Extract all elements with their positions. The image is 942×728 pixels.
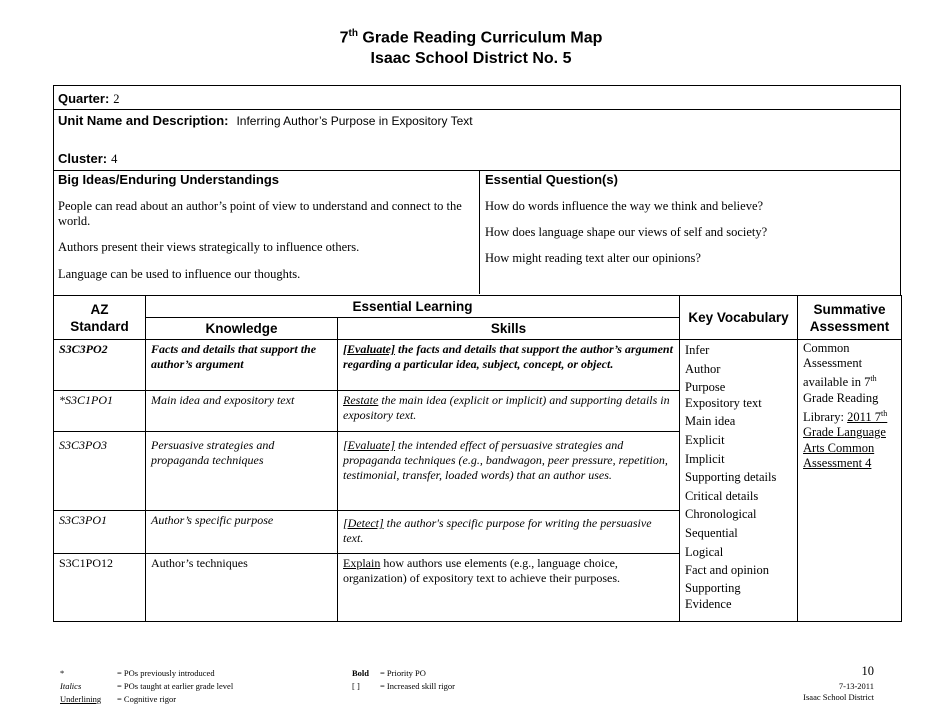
footer-date: 7-13-2011 — [838, 681, 874, 691]
skills-cell: Explain how authors use elements (e.g., language choice, organization) of expository text to achieve their purposes. — [338, 554, 680, 622]
knowledge-cell: Author’s techniques — [146, 554, 338, 622]
essential-learning-header: Essential Learning — [146, 296, 680, 318]
vocabulary-cell: Infer Author Purpose Expository text Main idea Explicit Implicit Supporting details Critical details Chronological Sequential Logical Fact and opinion Supporting Evidence — [680, 340, 798, 622]
essential-questions-section: Essential Question(s) How do words influence the way we think and believe? How does language shape our views of self and society? How might reading text alter our opinions? — [485, 172, 895, 266]
page-number: 10 — [861, 664, 874, 678]
unit-info-box — [53, 85, 901, 171]
district-name: Isaac School District No. 5 — [370, 50, 572, 67]
page-title: 7th Grade Reading Curriculum Map — [339, 28, 603, 47]
skills-cell: [Evaluate] the facts and details that support the author’s argument regarding a particular idea, subject, concept, or object. — [338, 340, 680, 391]
standard-code: S3C3PO3 — [54, 432, 146, 511]
table-row — [54, 340, 902, 391]
az-standard-header: AZ Standard — [54, 296, 146, 340]
standard-code: S3C3PO1 — [54, 511, 146, 554]
big-ideas-box — [53, 170, 901, 296]
standard-code: S3C1PO12 — [54, 554, 146, 622]
summative-assessment-header: Summative Assessment — [798, 296, 902, 340]
skills-cell: Restate the main idea (explicit or implicit) and supporting details in expository text. — [338, 391, 680, 432]
knowledge-cell: Author’s specific purpose — [146, 511, 338, 554]
library-link-cont[interactable]: Grade Language — [803, 425, 886, 440]
question-3: How might reading text alter our opinions? — [485, 251, 701, 265]
legend-italics: Italics — [60, 681, 82, 691]
big-idea-1: People can read about an author’s point of view to understand and connect to the world. — [58, 199, 462, 228]
unit-field: Unit Name and Description: Inferring Author’s Purpose in Expository Text — [58, 113, 473, 128]
standard-code: S3C3PO2 — [54, 340, 146, 391]
curriculum-table — [53, 295, 902, 622]
legend-star: * — [60, 668, 65, 678]
footer-district: Isaac School District — [803, 692, 874, 702]
knowledge-cell: Persuasive strategies and propaganda techniques — [146, 432, 338, 511]
big-ideas-section: Big Ideas/Enduring Understandings People can read about an author’s point of view to understand and connect to the world. Authors present their views strategically to influence others. Language can be used to influence our thoughts. — [58, 172, 476, 282]
question-2: How does language shape our views of self and society? — [485, 225, 768, 239]
knowledge-cell: Facts and details that support the author’s argument — [146, 340, 338, 391]
legend-underlining: Underlining — [60, 694, 102, 704]
legend-bold: Bold — [352, 668, 370, 678]
knowledge-cell: Main idea and expository text — [146, 391, 338, 432]
key-vocabulary-header: Key Vocabulary — [680, 296, 798, 340]
skills-cell: [Evaluate] the intended effect of persuasive strategies and propaganda techniques (e.g., bandwagon, peer pressure, repetition, testimonial, transfer, loaded words) that an author uses. — [338, 432, 680, 511]
legend-brackets: [ ] — [352, 681, 360, 691]
skills-header: Skills — [338, 318, 680, 340]
knowledge-header: Knowledge — [146, 318, 338, 340]
big-idea-3: Language can be used to influence our thoughts. — [58, 267, 301, 281]
question-1: How do words influence the way we think and believe? — [485, 199, 764, 213]
cluster-field: Cluster: 4 — [58, 151, 118, 166]
standard-code: *S3C1PO1 — [54, 391, 146, 432]
quarter-field: Quarter: 2 — [58, 91, 120, 106]
big-idea-2: Authors present their views strategically to influence others. — [58, 240, 360, 254]
library-link[interactable]: 2011 7th — [847, 408, 888, 425]
summative-cell: Common Assessment available in 7th Grade Reading Library: 2011 7th Grade Language Arts Common Assessment 4 — [798, 340, 902, 622]
skills-cell: [Detect] the author's specific purpose for writing the persuasive text. — [338, 511, 680, 554]
